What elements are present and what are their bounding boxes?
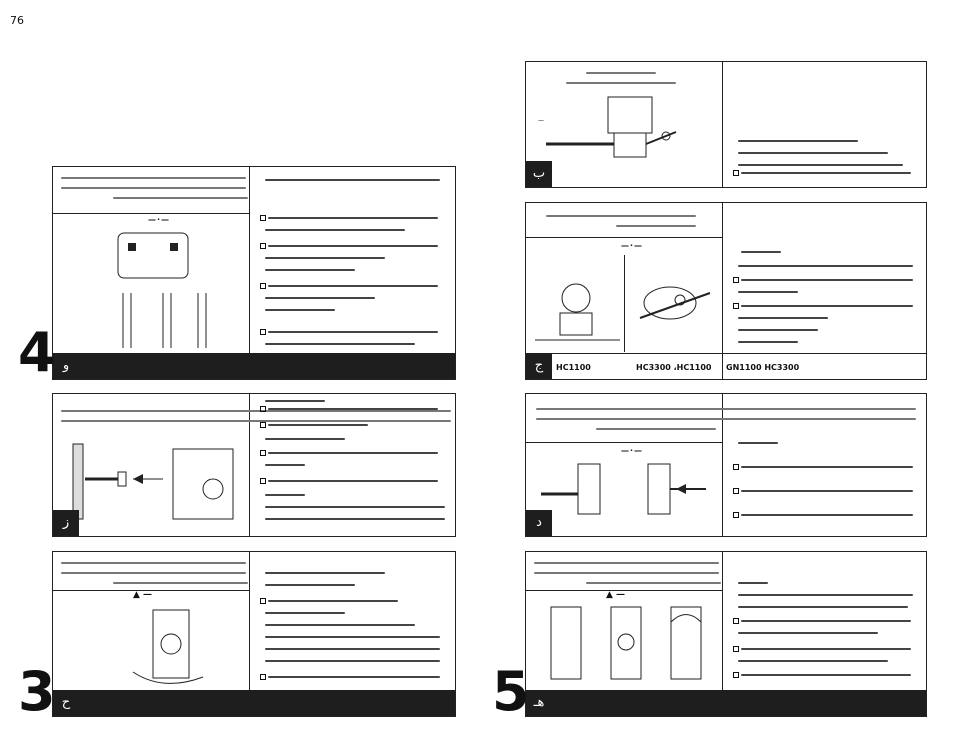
panel-step-c: —·— HC1100 HC3300 ،HC1100 GN1100 HC3300 ج bbox=[525, 202, 927, 380]
step-badge: د bbox=[526, 510, 552, 536]
filter-housing-illustration bbox=[536, 92, 716, 172]
step-number: 5 bbox=[492, 660, 530, 723]
unit-placement-illustration bbox=[113, 602, 243, 690]
checkbox-icon bbox=[733, 464, 739, 470]
checkbox-icon bbox=[733, 170, 739, 176]
model-label-gn1100: GN1100 HC3300 bbox=[726, 363, 800, 372]
svg-text:—: — bbox=[538, 117, 544, 124]
step-title-bar bbox=[53, 690, 455, 716]
checkbox-icon bbox=[733, 618, 739, 624]
checkbox-icon bbox=[260, 329, 266, 335]
panel-step-f: —·— و bbox=[52, 166, 456, 380]
checkbox-icon bbox=[260, 406, 266, 412]
checkbox-icon bbox=[733, 488, 739, 494]
step-badge: هـ bbox=[526, 690, 552, 716]
checkbox-icon bbox=[260, 478, 266, 484]
checkbox-icon bbox=[260, 283, 266, 289]
checkbox-icon bbox=[260, 674, 266, 680]
step-number: 3 bbox=[18, 660, 56, 723]
checkbox-icon bbox=[260, 450, 266, 456]
warning-triangle-icon: ▲ — bbox=[133, 590, 153, 600]
step-badge: ز bbox=[53, 510, 79, 536]
fitting-connection-illustration bbox=[530, 258, 720, 353]
panel-step-h bbox=[52, 551, 456, 717]
step-title-bar bbox=[526, 690, 926, 716]
checkbox-icon bbox=[260, 243, 266, 249]
checkbox-icon bbox=[733, 303, 739, 309]
model-label-hc1100: HC1100 bbox=[556, 363, 591, 372]
step-badge: و bbox=[53, 353, 79, 379]
tube-insert-illustration bbox=[536, 454, 716, 524]
warning-triangle-icon: ▲ — bbox=[606, 590, 626, 600]
panel-step-g bbox=[52, 393, 456, 537]
checkbox-icon bbox=[260, 422, 266, 428]
cartridge-twist-illustration bbox=[536, 602, 716, 690]
step-badge: ج bbox=[526, 353, 552, 379]
step-badge: ح bbox=[53, 690, 79, 716]
page-number: 76 bbox=[10, 14, 24, 27]
panel-step-b bbox=[525, 61, 927, 188]
checkbox-icon bbox=[733, 277, 739, 283]
panel-step-e bbox=[525, 551, 927, 717]
checkbox-icon bbox=[260, 215, 266, 221]
step-badge: ب bbox=[526, 161, 552, 187]
checkbox-icon bbox=[733, 512, 739, 518]
model-label-hc3300: HC3300 ،HC1100 bbox=[636, 363, 712, 372]
checkbox-icon bbox=[733, 672, 739, 678]
step-number: 4 bbox=[18, 321, 56, 384]
checkbox-icon bbox=[733, 646, 739, 652]
step-title-bar bbox=[53, 353, 455, 379]
checkbox-icon bbox=[260, 598, 266, 604]
screw-icon bbox=[63, 434, 243, 529]
panel-step-d: —·— د bbox=[525, 393, 927, 537]
tubing-labels-illustration bbox=[73, 223, 233, 353]
